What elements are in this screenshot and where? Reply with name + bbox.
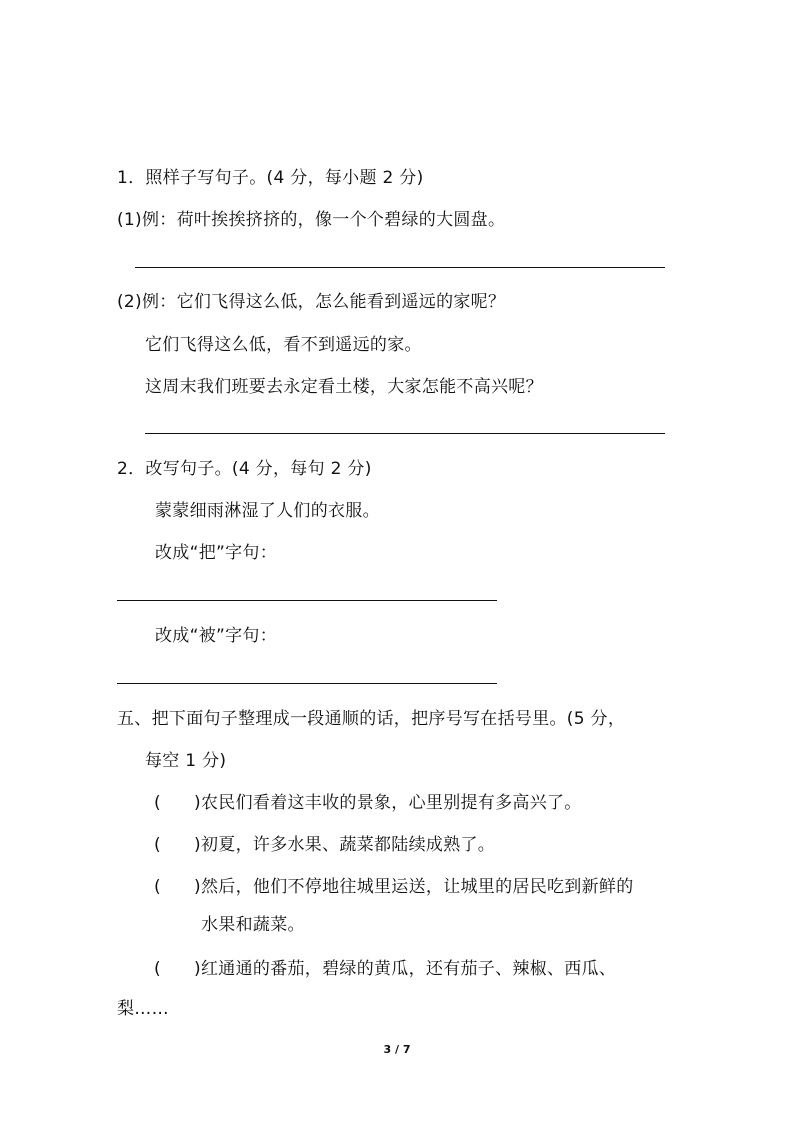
option-1-text: 农民们看着这丰收的景象，心里别提有多高兴了。 [201,793,582,813]
option-3-text: 然后，他们不停地往城里运送，让城里的居民吃到新鲜的 [201,877,634,897]
section2-title: 2．改写句子。(4 分，每句 2 分) [117,459,372,479]
option-2-close-paren[interactable]: ) [194,835,201,855]
bei-sentence-label: 改成“被”字句： [155,626,278,646]
option-4-text: 红通通的番茄，碧绿的黄瓜，还有茄子、辣椒、西瓜、 [201,959,617,979]
option-1-close-paren[interactable]: ) [194,793,201,813]
option-3-continuation: 水果和蔬菜。 [201,915,305,935]
option-2-open-paren: ( [154,835,161,855]
option-1-open-paren: ( [154,793,161,813]
option-2-text: 初夏，许多水果、蔬菜都陆续成熟了。 [201,835,496,855]
section5-title-line2: 每空 1 分) [145,751,227,771]
section2-sentence: 蒙蒙细雨淋湿了人们的衣服。 [155,501,380,521]
ba-sentence-label: 改成“把”字句： [155,543,278,563]
section1-title: 1．照样子写句子。(4 分，每小题 2 分) [117,168,424,188]
section5-title-line1: 五、把下面句子整理成一段通顺的话，把序号写在括号里。(5 分， [117,709,626,729]
option-3-close-paren[interactable]: ) [194,877,201,897]
q2-example: (2)例：它们飞得这么低，怎么能看到遥远的家呢？ [117,292,506,312]
q2-prompt: 这周末我们班要去永定看土楼，大家怎能不高兴呢？ [145,377,543,397]
q1-example: (1)例：荷叶挨挨挤挤的，像一个个碧绿的大圆盘。 [117,210,506,230]
option-3-open-paren: ( [154,877,161,897]
option-4-close-paren[interactable]: ) [194,959,201,979]
page-number: 3 / 7 [383,1043,411,1056]
ba-answer-line[interactable] [117,600,497,601]
q2-answer-line[interactable] [145,433,665,434]
q2-answer-example: 它们飞得这么低，看不到遥远的家。 [145,335,422,355]
q1-answer-line[interactable] [135,267,665,268]
bei-answer-line[interactable] [117,683,497,684]
option-4-continuation: 梨…… [117,999,169,1019]
option-4-open-paren: ( [154,959,161,979]
